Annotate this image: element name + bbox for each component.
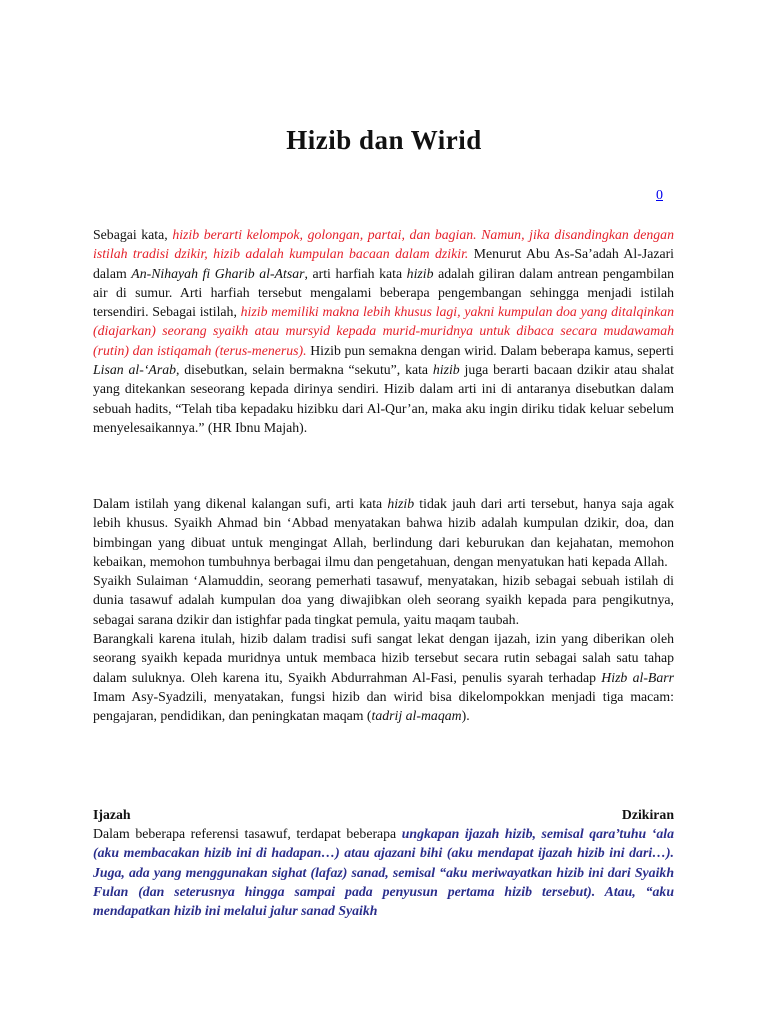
text: , disebutkan, selain bermakna “sekutu”, kata	[176, 362, 433, 378]
reference-link[interactable]: 0	[656, 188, 663, 203]
page-title: Hizib dan Wirid	[286, 125, 482, 156]
text: ).	[461, 708, 470, 724]
text: Imam Asy-Syadzili, menyatakan, fungsi hizib dan wirid bisa dikelompokkan menjadi tiga macam: pengajaran, pendidikan, dan peningkatan maqam (	[93, 688, 674, 724]
text: Sebagai kata,	[93, 227, 173, 242]
paragraph-definition	[93, 225, 674, 437]
heading-ijazah: Ijazah	[93, 807, 131, 822]
text: Menurut Abu As-Sa’adah Al-Jazari dalam	[93, 246, 674, 281]
text: tidak jauh dari arti tersebut, hanya saja agak lebih khusus. Syaikh Ahmad bin ‘Abbad menyatakan bahwa hizib adalah kumpulan dzikir, doa, dan bimbingan yang dibuat untuk mengingat Allah, berlindung dari keburukan dan kejahatan, memohon kebaikan, memohon tumbuhnya berbagai ilmu dan pengetahuan, dengan menyatukan hati kepada Allah.	[93, 496, 674, 569]
section-heading	[93, 805, 674, 825]
paragraph-sufi-meaning	[93, 494, 674, 726]
heading-dzikiran: Dzikiran	[621, 807, 674, 822]
term: hizib	[406, 265, 434, 281]
highlighted-text: ungkapan ijazah hizib, semisal qara’tuhu ‘ala (aku membacakan hizib ini di hadapan…) atau ajazani bihi (aku mendapat ijazah hizib ini dari…). Juga, ada yang menggunakan sighat (lafaz) sanad, semisal “aku meriwayatkan hizib ini dari Syaikh Fulan (dan seterusnya hingga sampai pada penyusun pertama hizib tersebut). Atau, “aku mendapatkan hizib ini melalui jalur sanad Syaikh	[93, 826, 674, 919]
book-title: An-Nihayah fi Gharib al-Atsar	[131, 265, 305, 281]
term: hizib	[387, 496, 415, 511]
highlighted-text: hizib memiliki makna lebih khusus lagi, yakni kumpulan doa yang ditalqinkan (diajarkan) seorang syaikh atau mursyid kepada murid-muridnya untuk dibaca secara mudawamah (rutin) dan istiqamah (terus-menerus).	[93, 304, 674, 358]
text: adalah giliran dalam antrean pengambilan air di sumur. Arti harfiah tersebut mengalami beberapa pengembangan sehingga menjadi istilah tersendiri. Sebagai istilah,	[93, 265, 674, 320]
text: juga berarti bacaan dzikir atau shalat yang ditekankan seseorang kepada dirinya sendiri. Hizib dalam arti ini di antaranya disebutkan dalam sebuah hadits, “Telah tiba kepadaku hizibku dari Al-Qur’an, maka aku ingin diriku tidak keluar sebelum menyelesaikannya.” (HR Ibnu Majah).	[93, 362, 675, 435]
text: Dalam istilah yang dikenal kalangan sufi, arti kata	[93, 496, 388, 511]
term: hizib	[432, 362, 460, 378]
text: Barangkali karena itulah, hizib dalam tradisi sufi sangat lekat dengan ijazah, izin yang diberikan oleh seorang syaikh kepada muridnya untuk membaca hizib tersebut secara rutin sebagai salah satu tahap dalam suluknya. Oleh karena itu, Syaikh Abdurrahman Al-Fasi, penulis syarah terhadap	[93, 631, 674, 685]
text: Hizib pun semakna dengan wirid. Dalam beberapa kamus, seperti	[306, 342, 674, 358]
paragraph-ijazah	[93, 824, 674, 920]
text: , arti harfiah kata	[304, 265, 407, 281]
text: Syaikh Sulaiman ‘Alamuddin, seorang pemerhati tasawuf, menyatakan, hizib sebagai sebuah istilah di dunia tasawuf adalah kumpulan doa yang diwajibkan oleh seorang syaikh kepada para pengikutnya, sebagai sarana dzikir dan istighfar pada tingkat pemula, yaitu maqam taubah.	[93, 573, 674, 627]
highlighted-text: hizib berarti kelompok, golongan, partai, dan bagian. Namun, jika disandingkan dengan istilah tradisi dzikir, hizib adalah kumpulan bacaan dalam dzikir.	[93, 227, 674, 262]
term: tadrij al-maqam	[371, 708, 462, 724]
book-title: Hizb al-Barr	[601, 669, 674, 685]
book-title: Lisan al-‘Arab	[93, 362, 177, 378]
text: Dalam beberapa referensi tasawuf, terdapat beberapa	[93, 826, 402, 841]
